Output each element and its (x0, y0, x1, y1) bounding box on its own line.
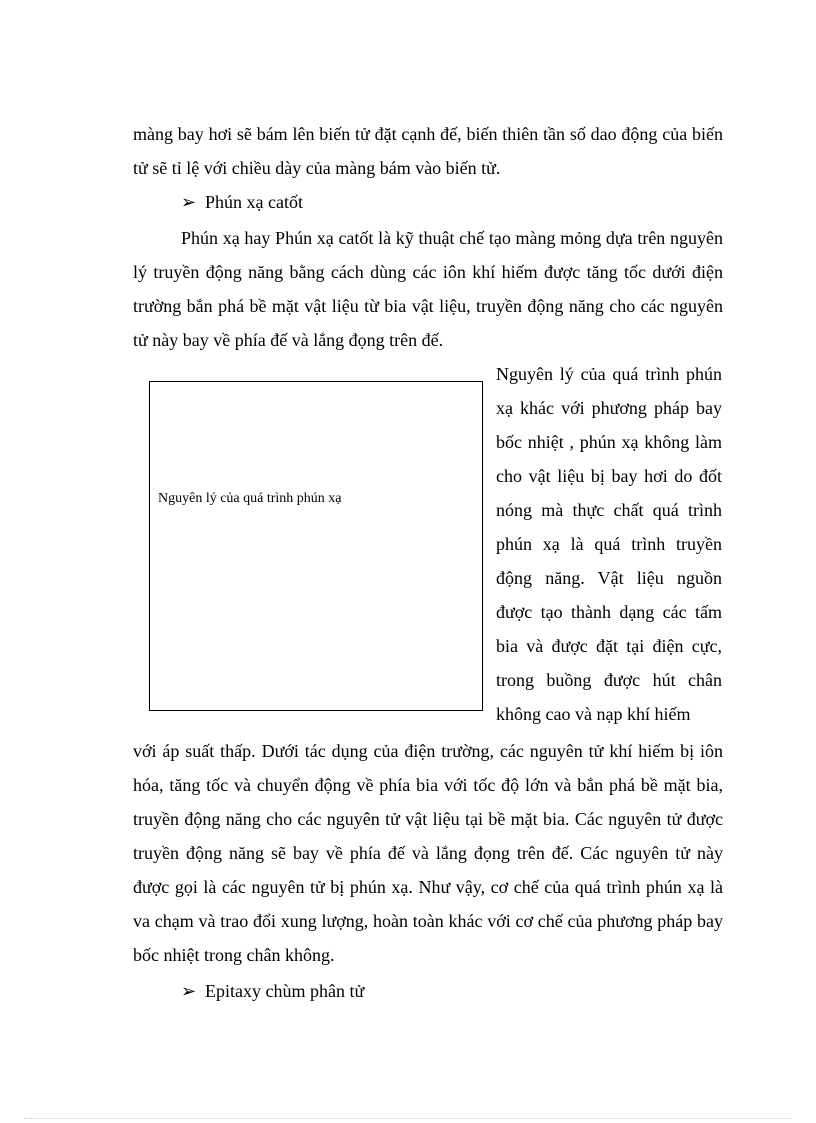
paragraph-wrap-beside-figure: Nguyên lý của quá trình phún xạ khác với phương pháp bay bốc nhiệt , phún xạ không làm cho vật liệu bị bay hơi do đốt nóng mà thực chất quá trình phún xạ là quá trình truyền động năng. Vật liệu nguồn được tạo thành dạng các tấm bia và được đặt tại điện cực, trong buồng được hút chân không cao và nạp khí hiếm (496, 364, 722, 724)
paragraph-sputtering-intro: Phún xạ hay Phún xạ catốt là kỹ thuật chế tạo màng mỏng dựa trên nguyên lý truyền động năng bằng cách dùng các iôn khí hiếm được tăng tốc dưới điện trường bắn phá bề mặt vật liệu từ bia vật liệu, truyền động năng cho các nguyên tử này bay về phía đế và lắng đọng trên đế. (133, 228, 723, 350)
bullet-arrow-icon: ➢ (181, 192, 197, 212)
bullet-sputtering-label: Phún xạ catốt (205, 192, 303, 212)
bullet-arrow-icon: ➢ (181, 981, 197, 1001)
figure-sputtering-principle (149, 381, 483, 711)
paragraph-top: màng bay hơi sẽ bám lên biến tử đặt cạnh đế, biến thiên tần số dao động của biến tử sẽ tỉ lệ với chiều dày của màng bám vào biến tử. (133, 124, 723, 178)
bullet-sputtering (181, 185, 303, 219)
figure-caption: Nguyên lý của quá trình phún xạ (158, 491, 342, 506)
paragraph-sputtering-continued: với áp suất thấp. Dưới tác dụng của điện trường, các nguyên tử khí hiếm bị iôn hóa, tăng tốc và chuyển động về phía bia với tốc độ lớn và bắn phá bề mặt bia, truyền động năng cho các nguyên tử vật liệu tại bề mặt bia. Các nguyên tử được truyền động năng sẽ bay về phía đế và lắng đọng trên đế. Các nguyên tử này được gọi là các nguyên tử bị phún xạ. Như vậy, cơ chế của quá trình phún xạ là va chạm và trao đổi xung lượng, hoàn toàn khác với cơ chế của phương pháp bay bốc nhiệt trong chân không. (133, 741, 723, 965)
bullet-mbe (181, 974, 364, 1008)
page-bottom-divider (24, 1118, 792, 1119)
bullet-mbe-label: Epitaxy chùm phân tử (205, 981, 365, 1001)
